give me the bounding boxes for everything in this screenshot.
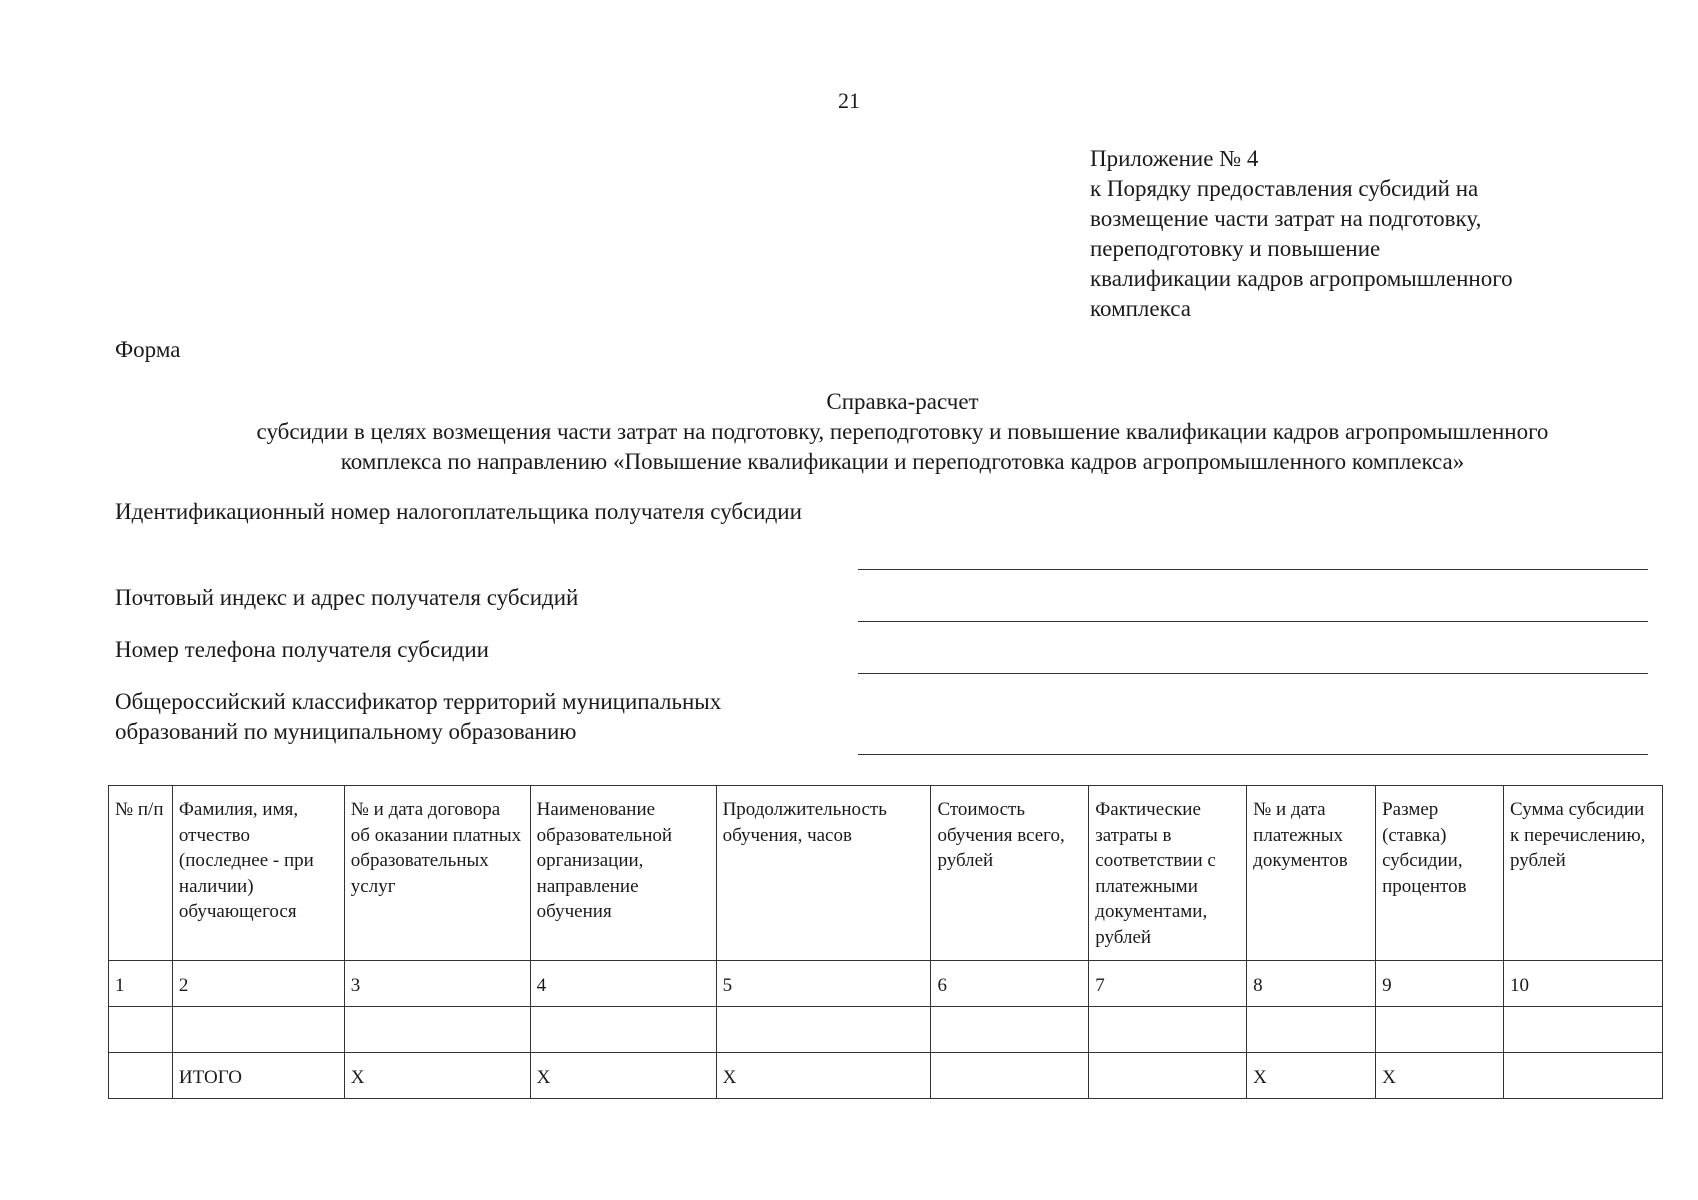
column-number-cell: 5: [716, 961, 931, 1007]
header-cell: Размер (ставка) субсидии, процентов: [1376, 786, 1504, 961]
table-cell[interactable]: [1247, 1007, 1376, 1053]
table-cell[interactable]: [172, 1007, 344, 1053]
header-cell: № и дата договора об оказании платных образовательных услуг: [344, 786, 530, 961]
field-line-oktmo[interactable]: [858, 754, 1648, 755]
appendix-line: к Порядку предоставления субсидий на: [1090, 176, 1479, 201]
table-cell[interactable]: [716, 1007, 931, 1053]
field-label-inn: Идентификационный номер налогоплательщика получателя субсидии: [115, 499, 802, 524]
title-line: комплекса по направлению «Повышение квалификации и переподготовка кадров агропромышленного комплекса»: [340, 449, 1465, 474]
table-cell[interactable]: [344, 1007, 530, 1053]
table-row: [109, 1007, 1663, 1053]
header-cell: Наименование образовательной организации, направление обучения: [530, 786, 716, 961]
total-cell: [109, 1053, 173, 1099]
title-line: субсидии в целях возмещения части затрат на подготовку, переподготовку и повышение квалификации кадров агропромышленного: [256, 419, 1549, 444]
column-number-cell: 7: [1089, 961, 1247, 1007]
column-number-cell: 4: [530, 961, 716, 1007]
calculation-table: [108, 785, 1663, 1099]
total-cell: Х: [344, 1053, 530, 1099]
appendix-line: комплекса: [1090, 296, 1191, 321]
header-cell: Фамилия, имя, отчество (последнее - при наличии) обучающегося: [172, 786, 344, 961]
title-main: Справка-расчет: [826, 389, 979, 414]
total-cell: Х: [1376, 1053, 1504, 1099]
table-cell[interactable]: [109, 1007, 173, 1053]
header-cell: Фактические затраты в соответствии с платежными документами, рублей: [1089, 786, 1247, 961]
total-cell[interactable]: [931, 1053, 1089, 1099]
column-number-cell: 2: [172, 961, 344, 1007]
table-cell[interactable]: [1376, 1007, 1504, 1053]
appendix-line: квалификации кадров агропромышленного: [1090, 266, 1513, 291]
header-cell: № и дата платежных документов: [1247, 786, 1376, 961]
column-number-cell: 10: [1504, 961, 1663, 1007]
total-cell: Х: [716, 1053, 931, 1099]
header-cell: № п/п: [109, 786, 173, 961]
table-cell[interactable]: [1504, 1007, 1663, 1053]
page-number: 21: [838, 88, 860, 113]
document-title: [115, 387, 1690, 477]
column-number-cell: 1: [109, 961, 173, 1007]
field-line-inn[interactable]: [858, 569, 1648, 570]
total-label: ИТОГО: [172, 1053, 344, 1099]
header-cell: Продолжительность обучения, часов: [716, 786, 931, 961]
column-number-cell: 3: [344, 961, 530, 1007]
header-row: [109, 786, 1663, 961]
column-number-cell: 9: [1376, 961, 1504, 1007]
field-label-phone: Номер телефона получателя субсидии: [115, 637, 489, 662]
table-cell[interactable]: [1089, 1007, 1247, 1053]
table-cell[interactable]: [931, 1007, 1089, 1053]
header-cell: Стоимость обучения всего, рублей: [931, 786, 1089, 961]
appendix-line: переподготовку и повышение: [1090, 236, 1381, 261]
total-cell: Х: [530, 1053, 716, 1099]
table-cell[interactable]: [530, 1007, 716, 1053]
field-line-address[interactable]: [858, 621, 1648, 622]
column-number-cell: 8: [1247, 961, 1376, 1007]
column-number-row: [109, 961, 1663, 1007]
appendix-line: Приложение № 4: [1090, 146, 1259, 171]
form-label: Форма: [115, 337, 181, 362]
field-label-oktmo: Общероссийский классификатор территорий муниципальных образований по муниципальному образованию: [115, 689, 722, 744]
total-cell[interactable]: [1089, 1053, 1247, 1099]
field-line-phone[interactable]: [858, 673, 1648, 674]
total-cell: Х: [1247, 1053, 1376, 1099]
appendix-block: [1090, 144, 1650, 324]
column-number-cell: 6: [931, 961, 1089, 1007]
header-cell: Сумма субсидии к перечислению, рублей: [1504, 786, 1663, 961]
appendix-line: возмещение части затрат на подготовку,: [1090, 206, 1482, 231]
field-label-address: Почтовый индекс и адрес получателя субсидий: [115, 585, 579, 610]
total-cell[interactable]: [1504, 1053, 1663, 1099]
total-row: [109, 1053, 1663, 1099]
